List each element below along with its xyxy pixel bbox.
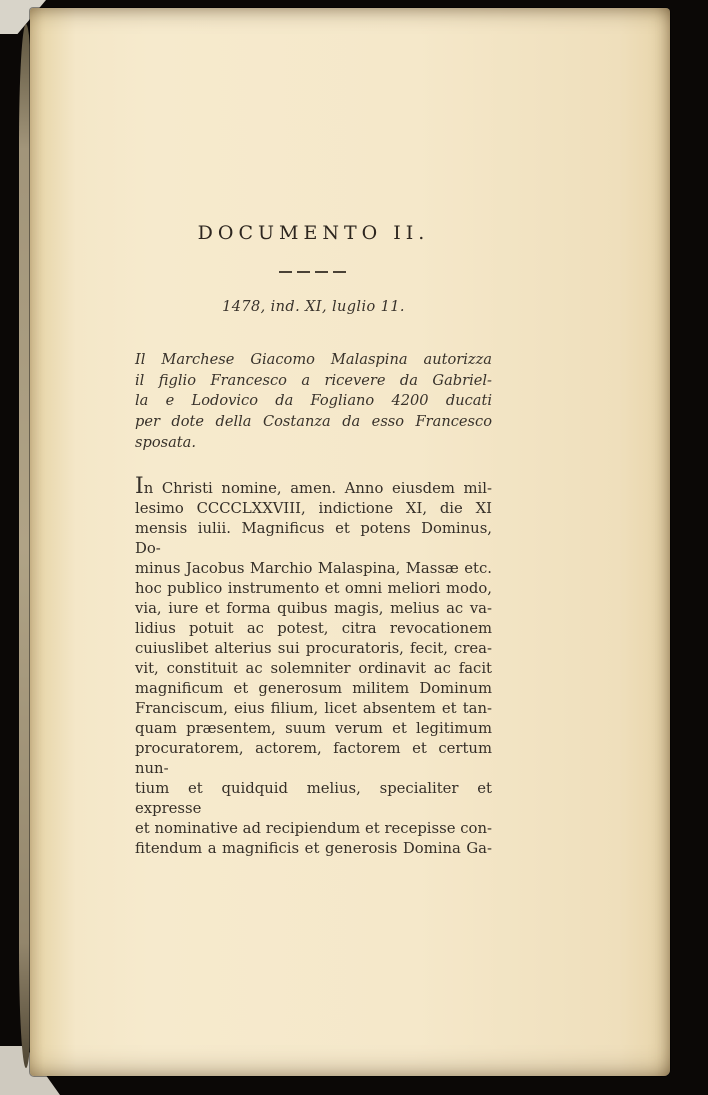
body-line: hoc publico instrumento et omni meliori modo,	[135, 579, 492, 597]
body-line: minus Jacobus Marchio Malaspina, Massæ etc.	[135, 559, 492, 577]
body-line: fitendum a magnificis et generosis Domina Ga-	[135, 839, 492, 857]
text-column	[135, 8, 492, 859]
body-line: lidius potuit ac potest, citra revocationem	[135, 619, 492, 637]
body-line: tium et quidquid melius, specialiter et expresse	[135, 779, 492, 817]
dash-divider	[279, 271, 349, 273]
summary-line: il figlio Francesco a ricevere da Gabriel-	[135, 371, 492, 389]
summary-line: sposata.	[135, 433, 197, 451]
document-heading: DOCUMENTO II.	[197, 222, 430, 244]
body-line: quam præsentem, suum verum et legitimum	[135, 719, 492, 737]
body-line: procuratorem, actorem, factorem et certum nun-	[135, 739, 492, 777]
body-line: lesimo CCCCLXXVIII, indictione XI, die XI	[135, 499, 492, 517]
summary-paragraph	[135, 350, 492, 454]
body-line-text: n Christi nomine, amen. Anno eiusdem mil-	[143, 479, 492, 497]
body-line: cuiuslibet alterius sui procuratoris, fecit, crea-	[135, 639, 492, 657]
body-line: et nominative ad recipiendum et recepisse con-	[135, 819, 492, 837]
body-line: vit, constituit ac solemniter ordinavit ac facit	[135, 659, 492, 677]
body-line	[135, 473, 492, 499]
enlarged-initial: I	[135, 473, 144, 499]
summary-line: per dote della Costanza da esso Francesco	[135, 413, 492, 431]
body-line: Franciscum, eius filium, licet absentem et tan-	[135, 699, 492, 717]
date-line: 1478, ind. XI, luglio 11.	[222, 299, 405, 315]
body-paragraph	[135, 473, 492, 859]
body-line: via, iure et forma quibus magis, melius ac va-	[135, 599, 492, 617]
book-page	[30, 8, 670, 1076]
body-line: magnificum et generosum militem Dominum	[135, 679, 492, 697]
summary-line: Il Marchese Giacomo Malaspina autorizza	[135, 351, 492, 368]
summary-line: la e Lodovico da Fogliano 4200 ducati	[135, 392, 492, 410]
body-line: mensis iulii. Magnificus et potens Dominus, Do-	[135, 519, 492, 557]
